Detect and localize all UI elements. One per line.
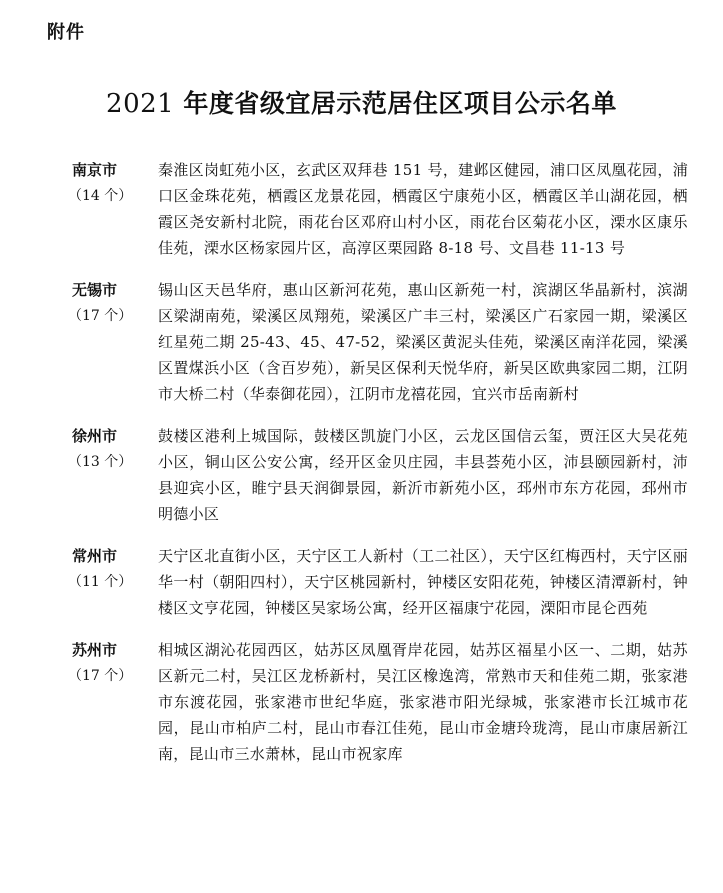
city-name: 徐州市 [72, 427, 118, 445]
city-project-names: 鼓楼区港利上城国际，鼓楼区凯旋门小区，云龙区国信云玺，贾汪区大吴花苑小区，铜山区公安公寓，经开区金贝庄园，丰县荟苑小区，沛县颐园新村，沛县迎宾小区，睢宁县天润御景园，新沂市新苑小区，邳州市东方花园，邳州市明德小区 [158, 427, 688, 523]
city-block-xuzhou [68, 423, 688, 527]
city-block-nanjing [68, 157, 688, 261]
city-heading [68, 637, 158, 767]
title-year: 2021 [106, 89, 175, 119]
city-project-names: 天宁区北直街小区，天宁区工人新村（工二社区），天宁区红梅西村，天宁区丽华一村（朝阳四村），天宁区桃园新村，钟楼区安阳花苑，钟楼区清潭新村，钟楼区文亨花园，钟楼区吴家场公寓，经开区福康宁花园，溧阳市昆仑西苑 [158, 547, 688, 617]
city-project-names: 锡山区天邑华府，惠山区新河花苑，惠山区新苑一村，滨湖区华晶新村，滨湖区梁湖南苑，梁溪区凤翔苑，梁溪区广丰三村，梁溪区广石家园一期，梁溪区红星苑二期 25-43、45、47-52，梁溪区黄泥头佳苑，梁溪区南洋花园，梁溪区置煤浜小区（含百岁苑），新吴区保利天悦华府，新吴区欧典家园二期，江阴市大桥二村（华泰御花园），江阴市龙禧花园，宜兴市岳南新村 [158, 281, 688, 403]
city-heading [68, 423, 158, 527]
city-block-suzhou [68, 637, 688, 767]
city-project-names: 相城区湖沁花园西区，姑苏区凤凰胥岸花园，姑苏区福星小区一、二期，姑苏区新元二村，吴江区龙桥新村，吴江区橡逸湾，常熟市天和佳苑二期，张家港市东渡花园，张家港市世纪华庭，张家港市阳光绿城，张家港市长江城市花园，昆山市柏庐二村，昆山市春江佳苑，昆山市金塘玲珑湾，昆山市康居新江南，昆山市三水萧林，昆山市祝家库 [158, 641, 688, 763]
city-project-list [68, 157, 688, 783]
document-title [0, 84, 723, 120]
city-project-count: （17 个） [68, 308, 133, 324]
city-name: 苏州市 [72, 641, 118, 659]
city-heading [68, 277, 158, 407]
city-block-wuxi [68, 277, 688, 407]
city-project-count: （17 个） [68, 668, 133, 684]
city-name: 南京市 [72, 161, 118, 179]
city-project-count: （13 个） [68, 454, 133, 470]
city-heading [68, 157, 158, 261]
city-block-changzhou [68, 543, 688, 621]
title-text: 年度省级宜居示范居住区项目公示名单 [174, 89, 617, 118]
attachment-label: 附件 [47, 22, 85, 43]
city-project-names: 秦淮区岗虹苑小区，玄武区双拜巷 151 号，建邺区健园，浦口区凤凰花园，浦口区金珠花苑，栖霞区龙景花园，栖霞区宁康苑小区，栖霞区羊山湖花园，栖霞区尧安新村北院，雨花台区邓府山村小区，雨花台区菊花小区，溧水区康乐佳苑，溧水区杨家园片区，高淳区栗园路 8-18 号、文昌巷 11-13 号 [158, 161, 688, 257]
city-heading [68, 543, 158, 621]
city-project-count: （14 个） [68, 188, 133, 204]
city-name: 常州市 [72, 547, 118, 565]
city-name: 无锡市 [72, 281, 118, 299]
city-project-count: （11 个） [68, 574, 133, 590]
